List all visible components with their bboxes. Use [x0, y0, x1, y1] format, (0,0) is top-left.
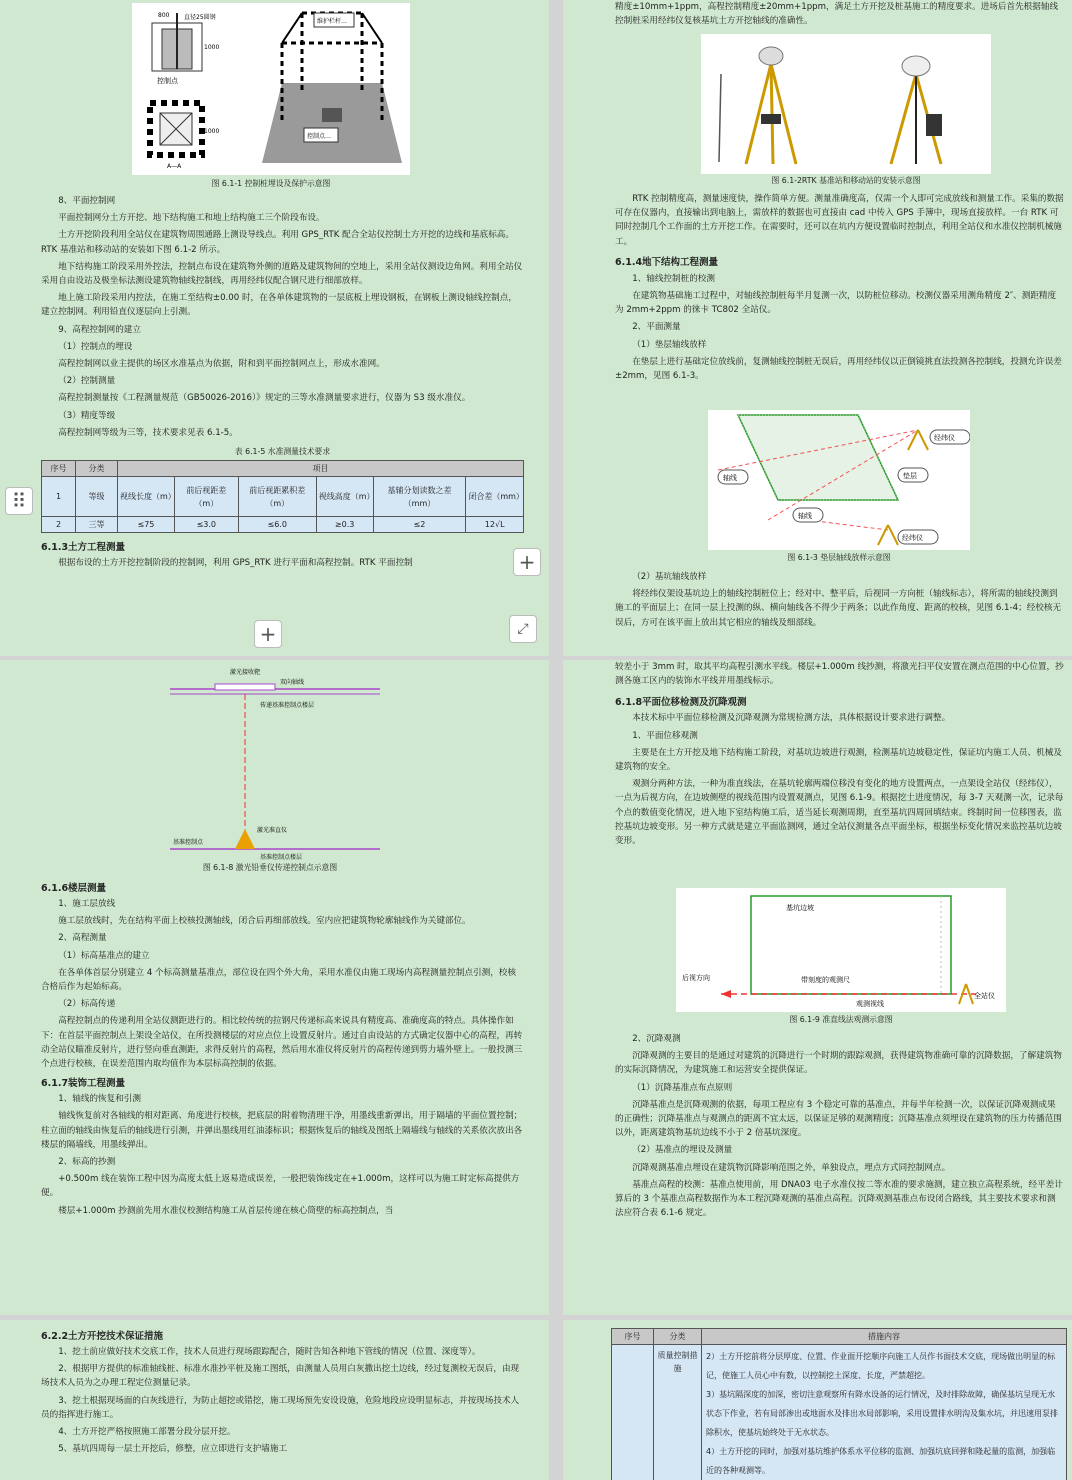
col-header: 基辅分划读数之差（mm） — [373, 477, 466, 517]
fig1-label-d1: 800 — [158, 12, 170, 19]
paragraph: 4、土方开挖严格按照施工部署分段分层开挖。 — [58, 1427, 236, 1438]
paragraph: 本技术标中平面位移检测及沉降观测为常规检测方法，具体根据设计要求进行调整。 — [632, 713, 951, 724]
heading-6-1-4: 6.1.4地下结构工程测量 — [615, 256, 719, 268]
th-content: 措施内容 — [702, 1329, 1067, 1345]
fig3-label-theo2: 经纬仪 — [902, 534, 923, 542]
subheading: 2、沉降观测 — [632, 1034, 681, 1044]
paragraph: 根据布设的土方开挖控制阶段的控制网，利用 GPS_RTK 进行平面和高程控制。RTK 平面控制 — [58, 558, 413, 569]
subheading: （1）控制点的埋设 — [58, 341, 133, 352]
th-cls: 分类 — [654, 1329, 702, 1345]
figure-caption-6-1-2: 图 6.1-2RTK 基准站和移动站的安装示意图 — [771, 176, 921, 185]
fig8-label-trans: 传递基准控制点楼层 — [260, 702, 315, 709]
figure-rtk — [701, 34, 991, 174]
page-2-body-c — [615, 570, 1064, 630]
cushion-axis-diagram — [708, 410, 970, 550]
document-page-6 — [563, 1320, 1072, 1480]
paragraph: 较差小于 3mm 时，取其平均高程引测水平线。楼层+1.000m 线抄测，将激光扫平仪安置在测点范围的中心位置，抄测各施工区内的装饰水平线并用墨线标示。 — [615, 662, 1064, 687]
measure-item: 3）基坑隔深度的加深，密切注意观察所有降水设备的运行情况，及时排除故障，确保基坑呈现无水状态下作业，若有局部渗出或地面水及排出水局部影响，采用设置排水明沟及集水坑，并迅速用泵排除积水，使基坑始终处于无水状态。 — [706, 1390, 1058, 1437]
paragraph: 在垫层上进行基础定位放线前，复测轴线控制桩无误后，再用经纬仪以正倒镜挑直法投测各控制线，投测允许误差±2mm，见图 6.1-3。 — [615, 356, 1062, 382]
subheading: 1、施工层放线 — [58, 899, 116, 909]
paragraph: 地上施工阶段采用内控法，在施工至结构±0.00 时，在各单体建筑物的一层底板上埋设钢板，在钢板上测设轴线控制点，建立控制网。利用铅直仪逐层向上引测。 — [41, 293, 517, 318]
fig1-label-section: A—A — [167, 163, 182, 170]
control-pile-diagram — [132, 3, 410, 175]
document-page-5 — [0, 1320, 549, 1480]
paragraph: 将经纬仪架设基坑边上的轴线控制桩位上；经对中、整平后，后视同一方向桩（轴线标志），将所需的轴线投测到施工的平面层上；在同一层上投测的纵、横向轴线各不得少于两条；以此作角度、距离的校核，见图 6.1-4；经校核无误后，方可在该平面上放出其它相应的轴线及细部线。 — [615, 589, 1062, 628]
fig3-label-theo1: 经纬仪 — [934, 434, 955, 442]
fig1-label-note: 控制点… — [307, 133, 332, 140]
paragraph: 观测分两种方法，一种为准直线法，在基坑轮廓两端位移没有变化的地方设置两点，一点架设全站仪（经纬仪），一点为后视方向，在边坡侧壁的视线范围内设置观测点，见图 6.1-9。根据挖土进度情况，每 3-7 天观测一次，记录每个点的数值变化情况，进入地下室结构施工后，适当延长观测周期，直至基坑四周回填结束。终制时间一位移图表，监控基坑边坡变形。另一种方式就是建立平面监测网，通过全站仪测量各点平面坐标，根据坐标变化情况来监控基坑边坡变形。 — [615, 779, 1064, 847]
measures-table — [611, 1328, 1067, 1480]
paragraph: 高程控制网等级为三等，技术要求见表 6.1-5。 — [58, 427, 238, 438]
figure-caption-6-1-8: 图 6.1-8 激光铅垂仪传递控制点示意图 — [202, 863, 338, 872]
document-page-4 — [563, 660, 1072, 1315]
drag-handle-button[interactable]: ⠿ — [5, 487, 33, 515]
fig3-label-cushion: 垫层 — [903, 472, 917, 480]
fig8-label-bi: 双向轴线 — [280, 679, 305, 686]
page-4-body-b — [615, 1032, 1064, 1220]
fig1-label-d2: 1000 — [204, 44, 220, 51]
category-cell: 质量控制措施 — [654, 1345, 702, 1480]
collimation-diagram — [676, 888, 1006, 1012]
paragraph: 基准点高程的校测：基准点使用前，用 DNA03 电子水准仪按二等水准的要求施测，建立独立高程系统，经平差计算后的 3 个基准点高程数据作为本工程沉降观测的基准点高程。沉降观测基准点布设闭合路线，其主要技术要求和测法应符合表 6.1-6 规定。 — [615, 1179, 1063, 1219]
heading-6-2-2: 6.2.2土方开挖技术保证措施 — [41, 1331, 164, 1342]
paragraph: 在各单体首层分别建立 4 个标高测量基准点，部位设在四个外大角，采用水准仪由施工现场内高程测量控制点引测，校核合格后作为起始标高。 — [41, 967, 516, 993]
subheading: 1、轴线控制桩的校测 — [632, 273, 715, 284]
fig3-label-axis2: 轴线 — [798, 512, 812, 520]
paragraph: 高程控制网以业主提供的场区水准基点为依据，附和到平面控制网点上，形成水准网。 — [58, 359, 385, 370]
paragraph: 5、基坑四周每一层土开挖后，修整，应立即进行支护墙施工 — [58, 1444, 288, 1455]
row2-cls: 三等 — [76, 517, 118, 533]
subheading: （3）精度等级 — [58, 410, 116, 421]
paragraph: 施工层放线时，先在结构平面上校核投测轴线，闭合后再细部放线。室内应把建筑物轮廓轴线作为关键部位。 — [58, 916, 471, 927]
col-header: 视线高度（m） — [316, 477, 373, 517]
zoom-in-button[interactable]: + — [513, 548, 541, 576]
measure-item: 2）土方开挖前将分层厚度、位置、作业面开挖顺序向施工人员作书面技术交底，现场做出明显的标记，使施工人员心中有数，以控制挖土深度、长度，严禁超挖。 — [706, 1352, 1056, 1380]
row2-no: 2 — [42, 517, 76, 533]
paragraph: 沉降基准点是沉降观测的依据，每项工程应有 3 个稳定可靠的基准点，并每半年检测一次，以保证沉降观测成果的正确性；沉降基准点与观测点的距离不宜太远，以保证足够的观测精度；沉降基准点须埋设在建筑物的压力传播范围以外，距离建筑物基坑边线不小于 2 倍基坑深度。 — [615, 1099, 1062, 1139]
fig1-label-sign: 维护栏杆… — [317, 18, 348, 25]
heading-plane-control: 8、平面控制网 — [58, 196, 116, 206]
fig1-label-diameter: 直径25圆钢 — [184, 14, 216, 21]
subheading: （2）控制测量 — [58, 376, 116, 387]
page-5-body — [41, 1328, 524, 1456]
row1-cls: 等级 — [76, 477, 118, 517]
fig9-label-rear: 后视方向 — [682, 974, 710, 982]
row1-no: 1 — [42, 477, 76, 517]
col-header: 前后视距差（m） — [174, 477, 238, 517]
th-item: 项目 — [118, 461, 524, 477]
paragraph: 高程控制测量按《工程测量规范（GB50026-2016）》规定的三等水准测量要求进行，仪器为 S3 级水准仪。 — [58, 393, 471, 404]
paragraph: 平面控制网分土方开挖、地下结构施工和地上结构施工三个阶段布设。 — [58, 213, 325, 224]
table-title: 表 6.1-5 水准测量技术要求 — [234, 447, 331, 457]
measure-item: 4）土方开挖的同时，加强对基坑维护体系水平位移的监测、加强坑底回弹和隆起量的监测，加强临近的各种观测等。 — [706, 1447, 1056, 1475]
document-page-2 — [563, 0, 1072, 656]
laser-plumb-diagram — [165, 664, 385, 862]
figure-caption-6-1-3: 图 6.1-3 垫层轴线放样示意图 — [787, 553, 891, 562]
fit-view-button[interactable]: ⤢ — [509, 615, 537, 643]
figure-laser-plumb — [165, 664, 385, 862]
fig8-label-base-floor: 基准控制点楼层 — [260, 854, 303, 861]
paragraph: +0.500m 线在装饰工程中因为高度太低上返易造成误差，一般把装饰线定在+1.000m，这样可以为施工时定标高提供方便。 — [41, 1174, 520, 1199]
fig9-label-station: 全站仪 — [974, 992, 995, 1000]
paragraph: 1、挖土前应做好技术交底工作，技术人员进行现场跟踪配合，随时告知各种地下管线的情况（位置、深度等）。 — [58, 1347, 481, 1357]
page-3-body — [41, 880, 524, 1218]
paragraph: 精度±10mm+1ppm，高程控制精度±20mm+1ppm，满足土方开挖及桩基施工的精度要求。进场后首先根据轴线控制桩采用经纬仪复核基坑土方开挖轴线的准确性。 — [615, 2, 1059, 27]
document-page-1 — [0, 0, 549, 656]
add-page-button[interactable]: + — [254, 620, 282, 648]
paragraph: 主要是在土方开挖及地下结构施工阶段，对基坑边坡进行观测，检测基坑边坡稳定性，保证坑内施工人员、机械及建筑物的安全。 — [615, 747, 1062, 773]
cell: ≤3.0 — [174, 517, 238, 533]
subheading: （2）基准点的埋设及测量 — [632, 1145, 733, 1156]
figure-cushion-axis — [708, 410, 970, 550]
paragraph: 土方开挖阶段利用全站仪在建筑物周围通路上测设导线点。利用 GPS_RTK 配合全站仪控制土方开挖的边线和基底标高。RTK 基准站和移动站的安装如下图 6.1-2 所示。 — [41, 230, 514, 255]
paragraph: 3、挖土根据现场面的白灰线进行，为防止超挖或错挖，施工现场预先安设设施，危险地段应设明显标志，并按现场技术人员的指挥进行施工。 — [41, 1395, 520, 1420]
th-no: 序号 — [42, 461, 76, 477]
page-4-body — [615, 660, 1064, 848]
subheading: （2）标高传递 — [58, 999, 116, 1010]
heading-6-1-7: 6.1.7装饰工程测量 — [41, 1078, 126, 1090]
subheading: （1）沉降基准点布点原则 — [632, 1082, 733, 1093]
cell: ≥0.3 — [316, 517, 373, 533]
leveling-table — [41, 460, 524, 533]
page-2-body-b — [615, 192, 1064, 383]
fig8-label-base: 基准控制点 — [173, 839, 204, 846]
fig9-label-points: 带刻度的观测尺 — [801, 976, 850, 984]
subheading: 1、平面位移观测 — [632, 730, 698, 741]
subheading: （1）垫层轴线放样 — [632, 339, 707, 350]
fig3-label-axis1: 轴线 — [723, 474, 737, 482]
paragraph: 地下结构施工阶段采用外控法，控制点布设在建筑物外侧的道路及建筑物间的空地上，采用全站仪测设边角网。利用全站仪采用自由设站及极坐标法测设建筑物轴线控制线，再用经纬仪配合钢尺进行细部放样。 — [41, 261, 523, 287]
cell: ≤2 — [373, 517, 466, 533]
fig9-label-line: 观测视线 — [856, 1000, 884, 1008]
figure-caption-6-1-1: 图 6.1-1 控制桩埋设及保护示意图 — [211, 179, 331, 188]
document-page-3 — [0, 660, 549, 1315]
paragraph: 2、根据甲方提供的标准轴线桩、标准水准抄平桩及施工图纸，由测量人员用白灰撒出挖土边线，经过复测校无误后，由现场技术人员为之办理工程定位测量记录。 — [41, 1364, 520, 1389]
fig1-label-d3: 1000 — [204, 128, 220, 135]
figure-caption-6-1-9: 图 6.1-9 准直线法观测示意图 — [789, 1015, 893, 1024]
paragraph: 沉降观测的主要目的是通过对建筑的沉降进行一个时期的跟踪观测，获得建筑物准确可靠的沉降数据，了解建筑物的实际沉降情况，为建筑施工和运营安全提供保证。 — [615, 1051, 1062, 1076]
paragraph: RTK 控制精度高，测量速度快，操作简单方便。测量准确度高，仅需一个人即可完成放线和测量工作。采集的数据可存在仪器内，直接输出到电脑上，需放样的数据也可直接由 cad 中传入 GPS 手簿中，现场直接放样。一台 RTK 可同时控制几个工作面的土方开挖工作。在需要时，还可以在坑内方便设置临时控制点，利用全站仪和水准仪控制机械施工。 — [615, 194, 1064, 247]
heading-6-1-6: 6.1.6楼层测量 — [41, 883, 107, 894]
heading-6-1-8: 6.1.8平面位移检测及沉降观测 — [615, 697, 747, 709]
th-no: 序号 — [612, 1329, 654, 1345]
page-2-body — [615, 0, 1064, 28]
fig8-label-laser: 激光接收靶 — [230, 669, 261, 676]
cell: ≤75 — [118, 517, 175, 533]
paragraph: 高程控制点的传递利用全站仪测距进行的。相比较传统的拉钢尺传递标高来说具有精度高、准确度高的特点。具体操作如下：在首层平面控制点上架设全站仪，在所投测楼层的对应点位上设置反射片。通过自由设站的方式确定仪器中心的高程，再转动全站仪瞄准反射片，进行竖向垂直测距，求得反射片的高程，然后用水准仪将反射片的高程传递到剪力墙外壁上。一般投测三个点进行校核，在误差范围内取均值作为本层标高控制的依据。 — [41, 1016, 523, 1070]
col-header: 前后视距累积差（m） — [238, 477, 316, 517]
subheading: （1）标高基准点的建立 — [58, 950, 150, 961]
cell: ≤6.0 — [238, 517, 316, 533]
paragraph: 轴线恢复前对各轴线的相对距离、角度进行校核，把底层的附着物清理干净，用墨线重新弹出，用于隔墙的平面位置控制；柱立面的轴线由恢复后的轴线进行引测，并弹出墨线用红油漆标识；根据恢复后的轴线及图纸上隔墙线与轴线的关系依次放出各楼层的隔墙线，用墨线弹出。 — [41, 1111, 523, 1150]
rtk-photo — [701, 34, 991, 174]
subheading: 2、标高的抄测 — [58, 1157, 116, 1168]
subheading: 2、高程测量 — [58, 933, 107, 944]
measures-cell — [702, 1345, 1067, 1480]
fig9-label-slope: 基坑边坡 — [786, 904, 814, 912]
paragraph: 沉降观测基准点埋设在建筑物沉降影响范围之外，单独设点，埋点方式同控制网点。 — [632, 1162, 951, 1173]
paragraph: 楼层+1.000m 抄测前先用水准仪校测结构施工从首层传递在核心筒壁的标高控制点，当 — [58, 1205, 394, 1216]
col-header: 闭合差（mm） — [466, 477, 524, 517]
figure-control-pile — [132, 3, 410, 175]
heading-elevation-control: 9、高程控制网的建立 — [58, 324, 141, 335]
heading-6-1-3: 6.1.3土方工程测量 — [41, 542, 126, 554]
figure-collimation — [676, 888, 1006, 1012]
paragraph: 在建筑物基础施工过程中，对轴线控制桩每半月复测一次，以防桩位移动。校测仪器采用测角精度 2″、测距精度为 2mm+2ppm 的徕卡 TC802 全站仪。 — [615, 291, 1057, 316]
fig1-label-ctrl: 控制点 — [157, 77, 178, 85]
fig8-label-laser-dir: 激光准直仪 — [257, 827, 288, 834]
page-1-body — [41, 194, 524, 570]
col-header: 视线长度（m） — [118, 477, 175, 517]
subheading: 1、轴线的恢复和引测 — [58, 1094, 141, 1105]
th-cls: 分类 — [76, 461, 118, 477]
subheading: 2、平面测量 — [632, 322, 681, 333]
cell: 12√L — [466, 517, 524, 533]
subheading: （2）基坑轴线放样 — [632, 572, 707, 582]
